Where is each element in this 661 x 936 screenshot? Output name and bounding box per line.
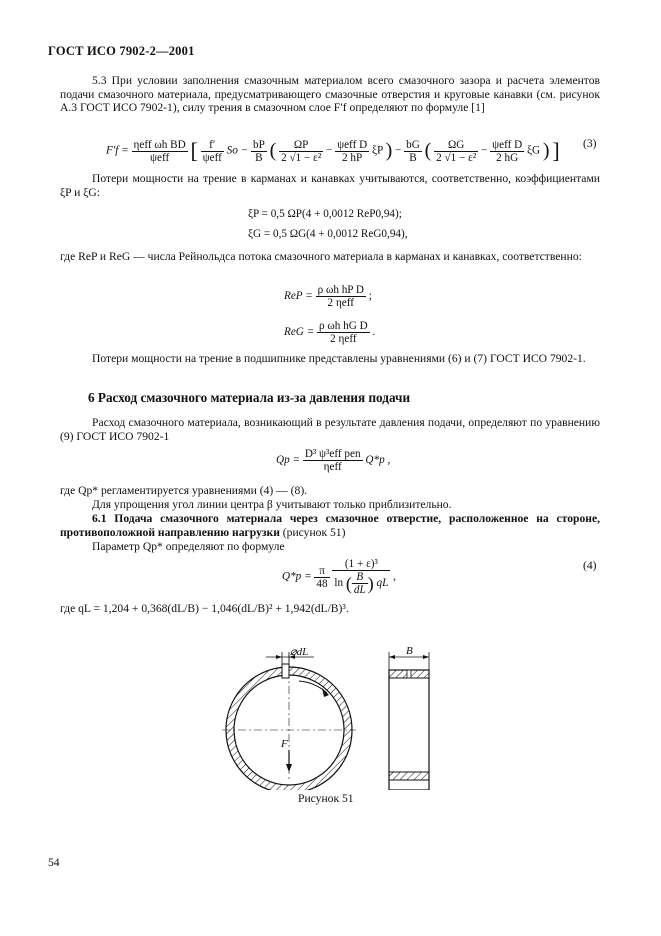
eq4-pi-frac — [314, 565, 329, 590]
eq3-inner1-den: ψeff — [202, 151, 222, 164]
eq3-psip — [335, 139, 369, 164]
paragraph-flow: Расход смазочного материала, возникающий в результате давления подачи, определяют по уравнению (9) ГОСТ ИСО 7902-1 — [60, 416, 600, 443]
eq-rep-den: 2 ηeff — [327, 297, 355, 309]
paragraph-where-qp: где Qp* регламентируется уравнениями (4) — (8). — [60, 484, 308, 497]
eq3-psig-den: 2 hG — [496, 151, 519, 164]
eq3-omg-num: ΩG — [434, 139, 478, 152]
eq-reg-lhs: ReG = — [284, 326, 315, 339]
eq4-tail: , — [393, 570, 396, 583]
b-arrow-left — [389, 655, 395, 659]
eq4-ln: ln — [334, 577, 344, 590]
bearing-side-view — [389, 652, 429, 790]
eq3-bracket-open: [ — [190, 138, 198, 163]
figure-label-b: B — [406, 645, 413, 657]
section-6-heading: 6 Расход смазочного материала из-за давления подачи — [88, 390, 411, 405]
eq3-bg — [404, 139, 422, 164]
eq-qp-frac — [303, 448, 363, 473]
bearing-front-view — [222, 652, 356, 790]
eq4-ql: qL — [376, 577, 389, 590]
eq3-term1 — [132, 139, 188, 164]
eq3-xip: ξP — [371, 144, 383, 157]
paragraph-ql: где qL = 1,204 + 0,368(dL/B) − 1,046(dL/B)² + 1,942(dL/B)³. — [60, 602, 349, 615]
equation-3-number: (3) — [583, 137, 597, 150]
eq3-bp-num: bP — [253, 138, 265, 151]
eq3-minus-1: − — [325, 144, 333, 157]
eq-reg-num: ρ ωh hG D — [319, 320, 368, 332]
equation-re-g — [284, 320, 375, 345]
eq3-bg-den: B — [409, 151, 417, 164]
eq-reg-tail: . — [372, 326, 376, 339]
eq3-term1-den: ψeff — [150, 151, 170, 164]
eq3-omp-num: ΩP — [279, 139, 323, 152]
load-arrow-head — [286, 764, 292, 772]
figure-label-f: F — [281, 738, 288, 750]
eq4-num: (1 + ε)³ — [332, 558, 390, 571]
eq-qp-num: D³ ψ³eff pen — [304, 448, 361, 460]
eq4-pi-num: π — [314, 565, 329, 578]
side-hole — [407, 670, 411, 678]
equation-qp — [276, 448, 390, 473]
equation-re-p — [284, 284, 372, 309]
eq3-inner1 — [201, 139, 224, 164]
figure-51-drawing — [214, 640, 464, 790]
eq3-omp-den: 2 √1 − ε² — [281, 151, 322, 164]
eq3-paren-close-2: ) — [542, 139, 550, 162]
paragraph-losses: Потери мощности на трение в карманах и канавках учитываются, соответственно, коэффициентами ξP и ξG: — [60, 172, 600, 199]
eq-rep-frac — [316, 284, 366, 309]
eq4-pi-den: 48 — [316, 577, 328, 590]
eq3-omg-den: 2 √1 − ε² — [436, 151, 477, 164]
paragraph-5-3: 5.3 При условии заполнения смазочным материалом всего смазочного зазора и расчета элементов подачи смазочного материала, предусматривающего смазочные отверстия и круговые канавки (см. рисунок А.3 ГОСТ ИСО 7902-1), силу трения в смазочном слое F′f определяют по формуле [1] — [60, 74, 600, 115]
equation-xi-g: ξG = 0,5 ΩG(4 + 0,0012 ReG0,94), — [248, 228, 408, 240]
paragraph-bearing: Потери мощности на трение в подшипнике представлены уравнениями (6) и (7) ГОСТ ИСО 7902-1. — [92, 352, 586, 365]
equation-4 — [282, 558, 396, 596]
dl-arrow-left — [276, 655, 282, 659]
eq3-lhs: F′f = — [106, 144, 129, 157]
equation-4-number: (4) — [583, 559, 597, 572]
eq3-psig — [490, 139, 524, 164]
figure-label-dl: ⌀dL — [290, 646, 309, 658]
eq3-psig-num: ψeff D — [492, 138, 523, 151]
eq3-xig: ξG — [527, 144, 541, 157]
eq-rep-lhs: ReP = — [284, 290, 313, 303]
paragraph-where-re: где ReP и ReG — числа Рейнольдса потока смазочного материала в карманах и канавках, соответственно: — [60, 250, 582, 263]
eq3-bg-num: bG — [406, 138, 420, 151]
eq3-omp — [279, 139, 323, 164]
eq4-main-frac — [332, 558, 390, 596]
eq3-omg — [434, 139, 478, 164]
eq-reg-den: 2 ηeff — [330, 333, 357, 345]
side-bottom-section — [389, 772, 429, 780]
eq3-paren-close-1: ) — [385, 139, 393, 162]
eq3-paren-open-1: ( — [269, 139, 277, 162]
eq3-bp-den: B — [255, 151, 263, 164]
eq-reg-frac — [317, 320, 370, 345]
figure-caption: Рисунок 51 — [298, 792, 354, 805]
eq3-term1-num: ηeff ωh BD — [133, 138, 186, 151]
eq3-minus-3: − — [481, 144, 488, 157]
eq4-b-den: dL — [353, 584, 366, 596]
eq-qp-den: ηeff — [323, 461, 342, 473]
eq3-psip-den: 2 hP — [342, 151, 363, 164]
eq-rep-tail: ; — [368, 290, 372, 303]
paragraph-param: Параметр Qp* определяют по формуле — [92, 540, 285, 553]
paragraph-simplify: Для упрощения угол линии центра β учитывают только приблизительно. — [92, 498, 452, 511]
eq4-den — [332, 571, 390, 596]
b-arrow-right — [423, 655, 429, 659]
paragraph-6-1-bold: 6.1 Подача смазочного материала через смазочное отверстие, расположенное на стороне, противоположной направлению нагрузки — [60, 512, 600, 539]
eq-qp-tail: Q*p , — [365, 454, 391, 467]
page-header: ГОСТ ИСО 7902-2—2001 — [48, 44, 195, 58]
eq4-b-num: B — [352, 571, 368, 584]
equation-xi-p: ξP = 0,5 ΩP(4 + 0,0012 ReP0,94); — [248, 208, 402, 220]
paragraph-6-1 — [60, 512, 600, 539]
eq3-paren-open-2: ( — [424, 139, 432, 162]
eq3-bp — [251, 139, 267, 164]
eq4-b-frac — [352, 571, 368, 596]
eq-qp-lhs: Qp = — [276, 454, 301, 467]
eq4-paren-open: ( — [345, 573, 352, 594]
eq4-paren-close: ) — [367, 573, 374, 594]
page-number: 54 — [48, 856, 60, 869]
paragraph-6-1-rest: (рисунок 51) — [279, 525, 346, 539]
equation-3 — [106, 138, 560, 164]
eq3-inner1-num: f′ — [201, 139, 224, 152]
eq3-psip-num: ψeff D — [337, 138, 368, 151]
eq3-so: So − — [226, 144, 249, 157]
lubrication-hole — [282, 664, 289, 678]
eq-rep-num: ρ ωh hP D — [317, 284, 364, 296]
eq4-lhs: Q*p = — [282, 570, 312, 583]
eq3-minus-2: − — [395, 144, 402, 157]
eq3-bracket-close: ] — [552, 138, 560, 163]
